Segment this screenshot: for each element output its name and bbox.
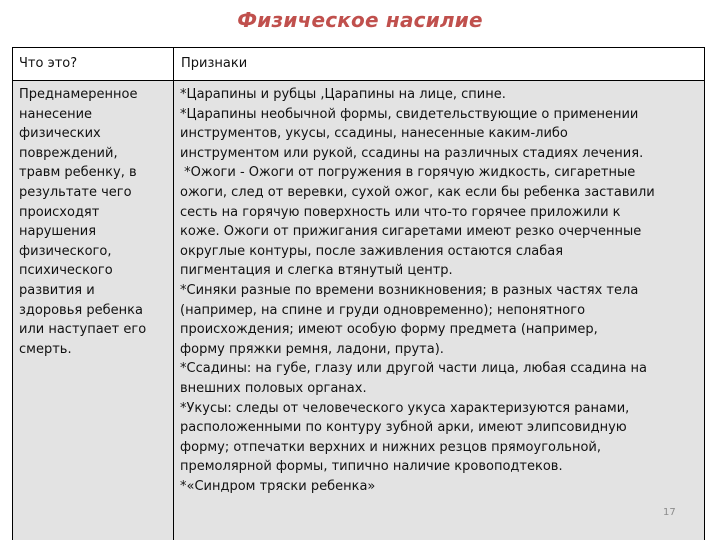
signs-line: *Синяки разные по времени возникновения; в разных частях тела <box>180 282 639 298</box>
definition-line: результате чего <box>19 184 132 200</box>
signs-line: коже. Ожоги от прижигания сигаретами имеют резко очерченные <box>180 224 642 240</box>
signs-line: (например, на спине и груди одновременно); непонятного <box>180 302 586 318</box>
signs-line: *Ссадины: на губе, глазу или другой части лица, любая ссадина на <box>180 361 648 377</box>
signs-line: происхождения; имеют особую форму предмета (например, <box>180 322 598 338</box>
definition-line: физических <box>19 126 101 142</box>
definition-cell <box>19 85 169 359</box>
signs-line: инструментом или рукой, ссадины на различных стадиях лечения. <box>180 145 644 161</box>
signs-line: *Царапины и рубцы ,Царапины на лице, спине. <box>180 87 506 102</box>
signs-line: форму; отпечатки верхних и нижних резцов прямоугольной, <box>180 439 601 455</box>
signs-line: пигментация и слегка втянутый центр. <box>180 263 453 279</box>
page-number: 17 <box>663 507 676 518</box>
signs-line: *Укусы: следы от человеческого укуса характеризуются ранами, <box>180 400 630 416</box>
signs-line: расположенными по контуру зубной арки, имеют элипсовидную <box>180 420 627 436</box>
table-body-row <box>13 81 704 540</box>
definition-line: нарушения <box>19 224 97 240</box>
signs-line: внешних половых органах. <box>180 380 367 396</box>
definition-line: психического <box>19 263 113 279</box>
table-header-row <box>13 48 704 81</box>
definition-line: повреждений, <box>19 145 118 161</box>
signs-line: *«Синдром тряски ребенка» <box>180 478 376 494</box>
signs-line: округлые контуры, после заживления остаются слабая <box>180 243 564 259</box>
definition-line: смерть. <box>19 341 72 357</box>
signs-cell <box>180 85 702 496</box>
definition-line: травм ребенку, в <box>19 165 137 181</box>
definition-line: физического, <box>19 243 112 259</box>
definition-line: происходят <box>19 204 100 220</box>
signs-line: инструментов, укусы, ссадины, нанесенные каким-либо <box>180 126 568 142</box>
definition-line: Преднамеренное <box>19 87 138 102</box>
column-divider <box>173 48 174 540</box>
signs-line: ожоги, след от веревки, сухой ожог, как если бы ребенка заставили <box>180 184 655 200</box>
signs-line: сесть на горячую поверхность или что-то горячее приложили к <box>180 204 621 220</box>
signs-line: *Царапины необычной формы, свидетельствующие о применении <box>180 106 639 122</box>
slide-title: Физическое насилие <box>237 8 483 32</box>
signs-line: форму пряжки ремня, ладони, прута). <box>180 341 444 357</box>
definition-line: или наступает его <box>19 322 147 338</box>
header-signs: Признаки <box>181 56 248 71</box>
signs-line: премолярной формы, типично наличие кровоподтеков. <box>180 459 563 475</box>
definition-line: здоровья ребенка <box>19 302 143 318</box>
definition-line: нанесение <box>19 106 93 122</box>
header-what-is-it: Что это? <box>19 56 78 71</box>
definition-line: развития и <box>19 282 95 298</box>
signs-line: *Ожоги - Ожоги от погружения в горячую жидкость, сигаретные <box>180 165 636 181</box>
info-table <box>12 47 705 540</box>
